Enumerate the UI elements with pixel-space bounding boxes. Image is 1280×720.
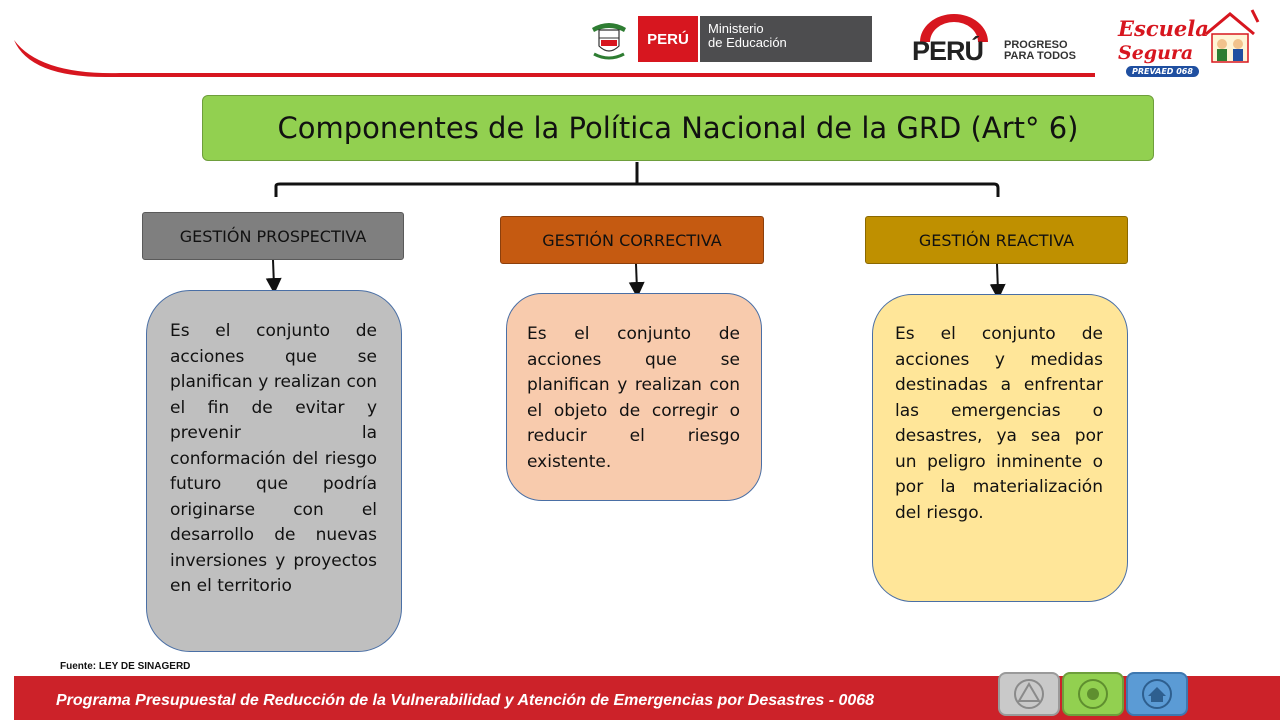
escuela-line2: Segura	[1118, 42, 1194, 64]
footer-triangle-badge	[998, 672, 1060, 716]
header-reactiva	[865, 216, 1128, 264]
ministry-logo	[700, 16, 872, 62]
progreso-line1: PROGRESO	[1004, 39, 1068, 51]
coat-of-arms-icon	[586, 18, 632, 62]
school-children-icon	[1200, 8, 1262, 66]
diagram-title-text: Componentes de la Política Nacional de la GRD (Art° 6)	[277, 111, 1079, 145]
diagram-title	[202, 95, 1154, 161]
description-prospectiva	[146, 290, 402, 652]
house-icon	[1128, 674, 1186, 714]
header-prospectiva	[142, 212, 404, 260]
peru-logo	[638, 16, 698, 62]
description-prospectiva-text: Es el conjunto de acciones que se planifican y realizan con el fin de evitar y prevenir la conformación del riesgo futuro que podría originarse con el desarrollo de nuevas inversiones y proyectos en el territorio	[170, 321, 377, 596]
circle-icon	[1064, 674, 1122, 714]
ministry-line1: Ministerio	[708, 21, 764, 36]
header-correctiva	[500, 216, 764, 264]
description-reactiva	[872, 294, 1128, 602]
source-note: Fuente: LEY DE SINAGERD	[60, 661, 191, 672]
progreso-tagline	[1004, 40, 1076, 62]
footer-house-badge	[1126, 672, 1188, 716]
peru-progreso-logo	[912, 12, 1092, 66]
ministry-line2: de Educación	[708, 35, 787, 50]
arrow-correctiva	[636, 264, 637, 290]
header-prospectiva-label: GESTIÓN PROSPECTIVA	[179, 226, 367, 246]
escuela-tag: PREVAED 068	[1126, 66, 1199, 77]
bracket-line	[276, 184, 998, 197]
description-reactiva-text: Es el conjunto de acciones y medidas destinadas a enfrentar las emergencias o desastres, ya sea por un peligro inminente o por la materialización del riesgo.	[895, 324, 1103, 523]
header-reactiva-label: GESTIÓN REACTIVA	[918, 230, 1075, 250]
footer-program-title: Programa Presupuestal de Reducción de la Vulnerabilidad y Atención de Emergencias por Desastres - 0068	[56, 692, 875, 709]
arrow-prospectiva	[273, 260, 274, 286]
triangle-icon	[1000, 674, 1058, 714]
escuela-line1: Escuela	[1118, 16, 1209, 41]
description-correctiva	[506, 293, 762, 501]
footer-circle-badge	[1062, 672, 1124, 716]
peru-label: PERÚ	[647, 30, 689, 48]
arrow-reactiva	[997, 264, 998, 292]
progreso-line2: PARA TODOS	[1004, 50, 1076, 62]
progreso-word: PERÚ	[912, 36, 984, 66]
escuela-segura-logo	[1114, 8, 1264, 82]
description-correctiva-text: Es el conjunto de acciones que se planifican y realizan con el objeto de corregir o reducir el riesgo existente.	[527, 324, 740, 472]
header-correctiva-label: GESTIÓN CORRECTIVA	[542, 230, 722, 250]
